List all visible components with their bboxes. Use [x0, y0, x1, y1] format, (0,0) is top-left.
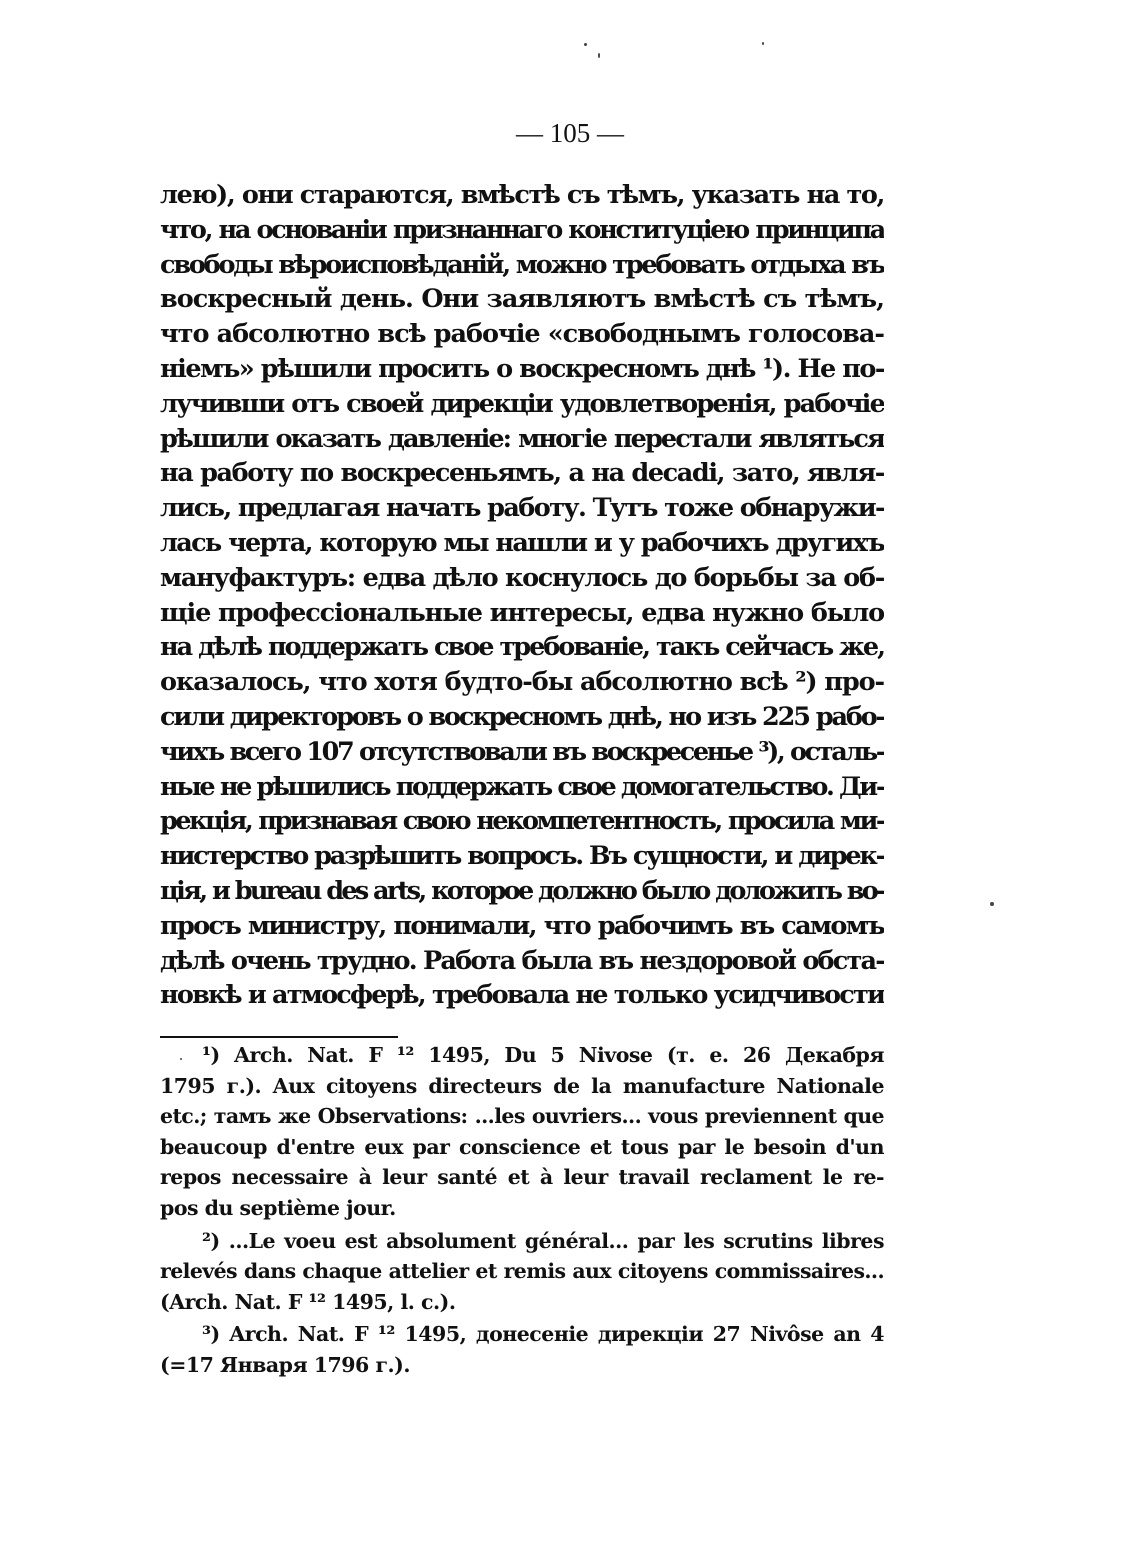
text-line: что, на основанiи признаннаго конституцiею принципа [160, 214, 884, 245]
text-line: цiя, и bureau des arts, которое должно было доложить во- [160, 875, 884, 906]
text-line: рекцiя, признавая свою некомпетентность, просила ми- [160, 806, 884, 837]
footnote-line: beaucoup d'entre eux par conscience et tous par le besoin d'un [160, 1134, 884, 1159]
text-line: щiе профессiональные интересы, едва нужно было [160, 597, 884, 628]
scan-speck [584, 43, 587, 46]
text-line: оказалось, что хотя будто-бы абсолютно всѣ ²) про- [160, 667, 884, 698]
scan-speck [598, 53, 600, 58]
scan-speck [990, 902, 994, 906]
text-line: мануфактуръ: едва дѣло коснулось до борьбы за об- [160, 562, 884, 593]
text-line: новкѣ и атмосферѣ, требовала не только усидчивости [160, 980, 884, 1011]
text-line: ные не рѣшились поддержать свое домогательство. Ди- [160, 771, 884, 802]
text-line: нiемъ» рѣшили просить о воскресномъ днѣ ¹). Не по- [160, 353, 884, 384]
text-line: лею), они стараются, вмѣстѣ съ тѣмъ, указать на то, [160, 180, 884, 210]
text-line: на работу по воскресеньямъ, а на decadi, зато, явля- [160, 458, 884, 489]
scan-speck [762, 42, 764, 45]
text-line: сили директоровъ о воскресномъ днѣ, но изъ 225 рабо- [160, 701, 884, 732]
text-line: нистерство разрѣшить вопросъ. Въ сущности, и дирек- [160, 841, 884, 872]
text-line: дѣлѣ очень трудно. Работа была въ нездоровой обста- [160, 945, 884, 976]
text-line: на дѣлѣ поддержать свое требованiе, такъ сейчасъ же, [160, 632, 884, 663]
text-line: рѣшили оказать давленiе: многiе перестали являться [160, 423, 884, 454]
text-line: лучивши отъ своей дирекцiи удовлетворенiя, рабочiе [160, 388, 884, 419]
text-line: что абсолютно всѣ рабочiе «свободнымъ голосова- [160, 319, 884, 350]
footnote-line: 1795 г.). Aux citoyens directeurs de la manufacture Nationale [160, 1073, 884, 1098]
footnote-line: relevés dans chaque attelier et remis aux citoyens commissaires... [160, 1259, 884, 1284]
main-text [160, 178, 884, 1013]
text-line: воскресный день. Они заявляютъ вмѣстѣ съ тѣмъ, [160, 284, 884, 315]
text-line: лась черта, которую мы нашли и у рабочихъ другихъ [160, 527, 884, 558]
footnote-separator [160, 1036, 398, 1038]
footnote-2 [160, 1226, 884, 1318]
footnote-line: ¹) Arch. Nat. F ¹² 1495, Du 5 Nivose (т. е. 26 Декабря [202, 1043, 884, 1067]
text-line: свободы вѣроисповѣданiй, можно требовать отдыха въ [160, 249, 884, 280]
footnotes [160, 1040, 884, 1381]
footnote-line: etc.; тамъ же Observations: ...les ouvriers... vous previennent que [160, 1104, 884, 1129]
footnote-line: ²) ...Le voeu est absolument général... par les scrutins libres [202, 1228, 884, 1253]
page-number: — 105 — [516, 118, 624, 148]
footnote-line: repos necessaire à leur santé et à leur travail reclament le re- [160, 1165, 884, 1190]
text-line: просъ министру, понимали, что рабочимъ въ самомъ [160, 910, 884, 941]
footnote-line: (=17 Января 1796 г.). [160, 1352, 410, 1377]
footnote-3 [160, 1319, 884, 1380]
text-line: чихъ всего 107 отсутствовали въ воскресенье ³), осталь- [160, 736, 884, 767]
footnote-line: (Arch. Nat. F ¹² 1495, l. c.). [160, 1289, 456, 1314]
text-line: лись, предлагая начать работу. Тутъ тоже обнаружи- [160, 493, 884, 524]
footnote-1 [160, 1040, 884, 1224]
footnote-line: ³) Arch. Nat. F ¹² 1495, донесенiе дирекцiи 27 Nivôse an 4 [202, 1322, 884, 1347]
footnote-line: pos du septième jour. [160, 1195, 396, 1220]
